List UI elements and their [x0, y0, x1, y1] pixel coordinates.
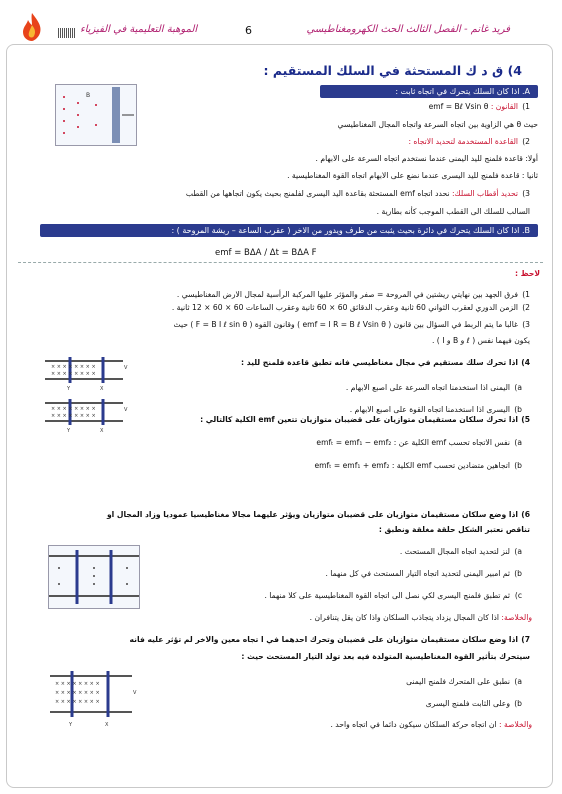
note-7-text: اذا وضع سلكان مستقيمان متوازيان على قضيبان وتحرك احدهما في ا تجاه معين والاخر لم تؤثر عليه فانه — [129, 635, 518, 644]
note-2-text: الزمن الدوري لعقرب الثواني 60 ثانية وعقرب الدقائق 60 × 60 ثانية وعقرب الساعات 60 × 60 × 12 ثانية . — [171, 303, 518, 312]
note-3-text: غالبا ما يتم الربط في السؤال بين قانون ( emf = I R = B ℓ Vsin θ ) وقانون القوة ( F = B I ℓ sin θ ) حيث — [173, 320, 518, 329]
barcode-icon — [58, 28, 76, 38]
label-x-2: X — [100, 428, 104, 433]
note-7-conclusion-label: والخلاصة : — [498, 720, 532, 729]
rule-3-label: تحديد أقطاب السلك: — [451, 189, 518, 198]
note-7c-text: وعلى الثابت فلمنج اليسرى — [425, 699, 510, 708]
note-6d-text: ثم تطبق فلمنج اليسرى لكي نصل الى اتجاه القوة المغناطيسية على كلا منهما . — [264, 591, 510, 600]
page-number: 6 — [245, 24, 252, 37]
label-x-1: X — [100, 386, 104, 392]
note-4-text: اذا تحرك سلك مستقيم في مجال مغناطيسي فانه تطبق قاعدة فلمنج لليد : — [241, 358, 518, 367]
note-5a-formula: emfₜ = emf₁ − emf₂ — [316, 438, 392, 447]
law-note: حيث θ هي الزاوية بين اتجاه السرعة واتجاه المجال المغناطيسي — [337, 120, 538, 129]
note-4: 4)اذا تحرك سلك مستقيم في مجال مغناطيسي فانه تطبق قاعدة فلمنج لليد : — [241, 358, 530, 367]
note-7b: سيتحرك بتأثير القوة المغناطيسية المتولدة فيه بعد تولد التيار المستحث حيث : — [241, 652, 530, 661]
rule-3b: السالب للسلك الى القطب الموجب كأنه بطارية . — [376, 207, 530, 216]
label-y-1: Y — [67, 386, 71, 392]
note-6-conclusion — [310, 612, 532, 623]
law-line: 1)القانون : emf = Bℓ Vsin θ — [428, 102, 530, 111]
label-y-3: Y — [69, 722, 73, 728]
note-7-conclusion-text: ان اتجاه حركة السلكان سيكون دائما في اتجاه واحد . — [330, 720, 497, 729]
note-7: 7)اذا وضع سلكان مستقيمان متوازيان على قضيبان وتحرك احدهما في ا تجاه معين والاخر لم تؤثر عليه فانه — [129, 635, 530, 644]
part-a-bar: A. اذا كان السلك يتحرك في اتجاه ثابت : — [320, 85, 538, 98]
note-4b-text: اليسرى اذا استخدمنا اتجاه القوة على اصبع الابهام . — [349, 405, 510, 414]
note-6-conclusion-text: اذا كان المجال يزداد يتجاذب السلكان واذا كان يقل يتنافران . — [309, 613, 499, 622]
law-formula: emf = Bℓ Vsin θ — [428, 102, 489, 111]
note-label: لاحظ : — [515, 269, 540, 278]
figure-moving-rod — [55, 84, 137, 146]
svg-text:× × × × × × × ×: × × × × × × × × — [55, 699, 100, 705]
note-2: 2)الزمن الدوري لعقرب الثواني 60 ثانية وعقرب الدقائق 60 × 60 ثانية وعقرب الساعات 60 × 60 × 12 ثانية . — [171, 303, 530, 312]
law-label: القانون : — [490, 102, 518, 111]
svg-text:× × × × × × × ×: × × × × × × × × — [51, 364, 96, 370]
note-6-conclusion-label: والخلاصة: — [501, 613, 532, 622]
rule-1: أولا: قاعدة فلمنج لليد اليمنى عندما نستخدم اتجاه السرعة على الابهام . — [315, 154, 538, 163]
figure-rails-6 — [48, 545, 140, 609]
note-4b: b)اليسرى اذا استخدمنا اتجاه القوة على اصبع الابهام . — [349, 405, 522, 414]
note-5b-formula: emfₜ = emf₁ + emf₂ — [314, 461, 390, 470]
svg-text:× × × × × × × ×: × × × × × × × × — [55, 681, 100, 687]
note-6a-text: لنز لتحديد اتجاه المجال المستحث . — [399, 547, 510, 556]
note-7c: b)وعلى الثابت فلمنج اليسرى — [425, 699, 522, 708]
part-b-formula: emf = BΔA / Δt = BΔA F — [215, 248, 317, 258]
note-1-text: فرق الجهد بين نهايتي ريشتين في المروحة = صفر والمؤثر عليها المركبة الرأسية لمجال الارض المغناطيسي . — [176, 290, 518, 299]
header-left: الموهبة التعليمية في الفيزياء — [80, 24, 198, 35]
note-3: 3)غالبا ما يتم الربط في السؤال بين قانون ( emf = I R = B ℓ Vsin θ ) وقانون القوة ( F = B I ℓ sin θ ) حيث — [173, 320, 530, 329]
note-5b: b)اتجاهين متضادين تحسب emf الكلية : emfₜ = emf₁ + emf₂ — [314, 461, 522, 470]
svg-text:× × × × × × × ×: × × × × × × × × — [55, 690, 100, 696]
label-v-2: V — [124, 407, 128, 413]
label-x-3: X — [105, 722, 109, 728]
flame-logo-icon — [20, 12, 44, 42]
note-6c: b)ثم امبير اليمنى لتحديد اتجاه التيار المستحث في كل منهما . — [325, 569, 522, 578]
part-b-bar: B. اذا كان السلك يتحرك في دائرة بحيث يثبت من طرف ويدور من الاخر ( عقرب الساعة – ريشة المروحة ) : — [40, 224, 538, 237]
rule-title: 2)القاعدة المستخدمة لتحديد الاتجاه : — [408, 137, 530, 146]
note-6b: تناقص نعتبر الشكل حلقة مغلقة ونطبق : — [378, 525, 530, 534]
label-v-3: V — [133, 690, 137, 696]
note-7a: a)نطبق على المتحرك فلمنج اليمنى — [406, 677, 522, 686]
note-6d: c)ثم تطبق فلمنج اليسرى لكي نصل الى اتجاه القوة المغناطيسية على كلا منهما . — [264, 591, 522, 600]
note-5b-label: اتجاهين متضادين تحسب emf الكلية : — [391, 461, 510, 470]
note-6c-text: ثم امبير اليمنى لتحديد اتجاه التيار المستحث في كل منهما . — [325, 569, 510, 578]
note-5-text: اذا تحرك سلكان مستقيمان متوازيان على قضيبان متوازيان تتعين emf الكلية كالتالي : — [200, 415, 518, 424]
svg-text:× × × × × × × ×: × × × × × × × × — [51, 413, 96, 419]
note-6a: a)لنز لتحديد اتجاه المجال المستحث . — [399, 547, 522, 556]
svg-text:× × × × × × × ×: × × × × × × × × — [51, 371, 96, 377]
note-5a-label: نفس الاتجاه تحسب emf الكلية عن : — [393, 438, 510, 447]
header-right: فريد غانم - الفصل الثالث الحث الكهرومغناطيسي — [306, 24, 510, 35]
note-5a: a)نفس الاتجاه تحسب emf الكلية عن : emfₜ = emf₁ − emf₂ — [316, 438, 522, 447]
figure-rails-7 — [50, 668, 140, 730]
svg-text:× × × × × × × ×: × × × × × × × × — [51, 406, 96, 412]
note-6: 6)اذا وضع سلكان مستقيمان متوازيان على قضيبان متوازيان ويؤثر عليهما مجالا مغناطيسيا عموديا وزاد المجال او — [106, 510, 530, 519]
note-4a-text: اليمنى اذا استخدمنا اتجاه السرعة على اصبع الابهام . — [345, 383, 510, 392]
rule-3-text: نحدد اتجاه emf المستحثة بقاعدة اليد اليسرى لفلمنج بحيث يكون اتجاهها من القطب — [185, 189, 450, 198]
page-header — [80, 22, 510, 42]
note-4a: a)اليمنى اذا استخدمنا اتجاه السرعة على اصبع الابهام . — [345, 383, 522, 392]
label-b: B — [86, 92, 91, 99]
section-title: 4) ق د ك المستحثة في السلك المستقيم : — [263, 63, 522, 78]
note-7a-text: نطبق على المتحرك فلمنج اليمنى — [406, 677, 510, 686]
divider — [18, 262, 543, 263]
rule-title-text: القاعدة المستخدمة لتحديد الاتجاه : — [408, 137, 518, 146]
note-5: 5)اذا تحرك سلكان مستقيمان متوازيان على قضيبان متوازيان تتعين emf الكلية كالتالي : — [200, 415, 530, 424]
note-3b: يكون فيهما نفس ( ℓ و B و I ) . — [431, 336, 530, 345]
label-y-2: Y — [67, 428, 71, 433]
rule-2: ثانيا : قاعدة فلمنج لليد اليسرى عندما نضع على الابهام اتجاه القوة المغناطيسية . — [287, 171, 538, 180]
note-6-text: اذا وضع سلكان مستقيمان متوازيان على قضيبان متوازيان ويؤثر عليهما مجالا مغناطيسيا عموديا وزاد المجال او — [106, 510, 518, 519]
label-v-1: V — [124, 365, 128, 371]
note-7-conclusion — [330, 719, 532, 730]
rule-3: 3)تحديد أقطاب السلك: نحدد اتجاه emf المستحثة بقاعدة اليد اليسرى لفلمنج بحيث يكون اتجاهها من القطب — [185, 189, 530, 198]
figure-rails-4 — [45, 353, 130, 433]
note-1: 1)فرق الجهد بين نهايتي ريشتين في المروحة = صفر والمؤثر عليها المركبة الرأسية لمجال الارض المغناطيسي . — [176, 290, 530, 299]
